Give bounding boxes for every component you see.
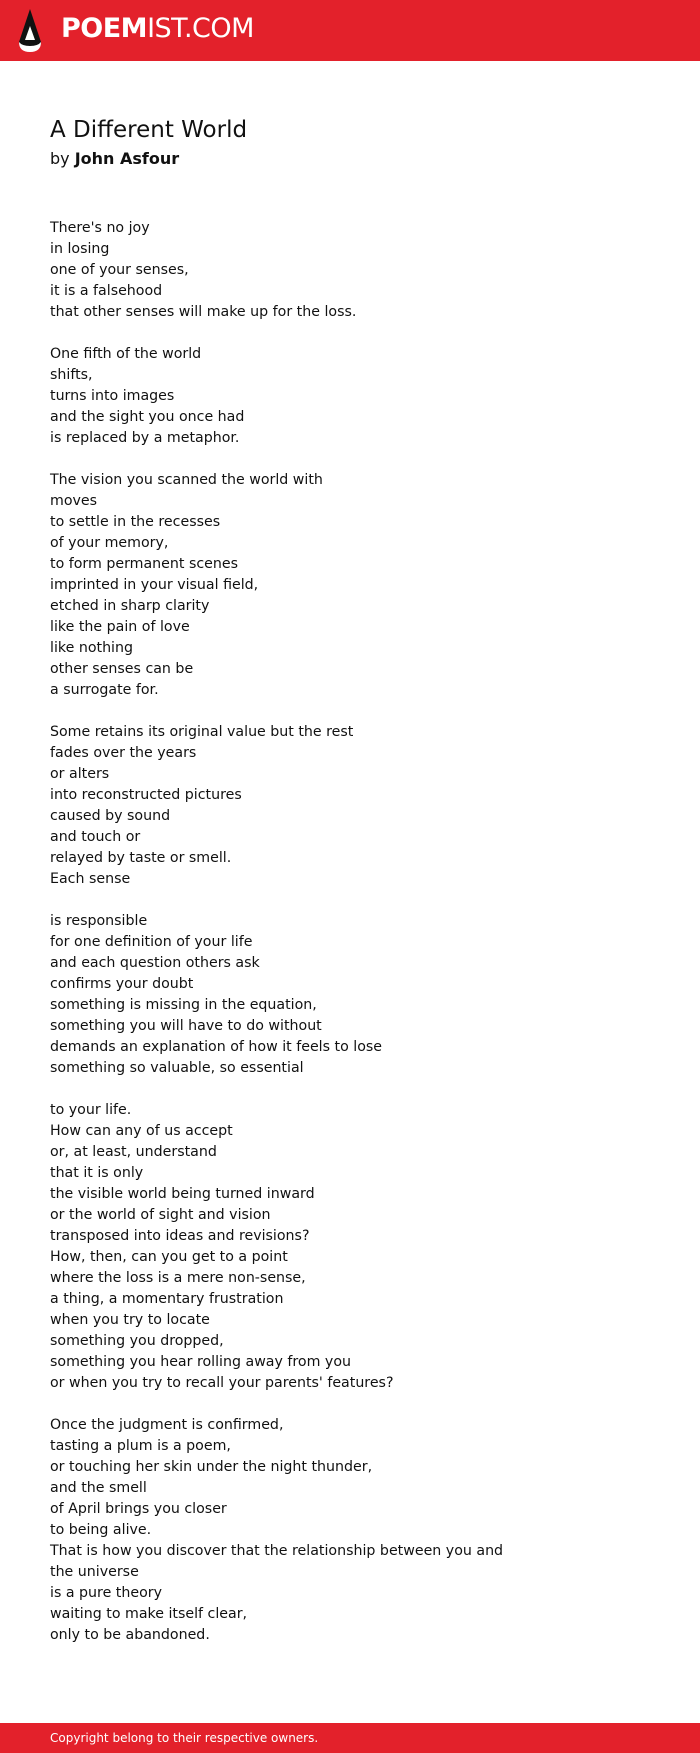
poem-line: and the sight you once had [50, 409, 245, 425]
logo-text-bold: POEM [61, 13, 148, 44]
poem-line: and the smell [50, 1480, 147, 1496]
site-header [0, 0, 700, 61]
poem-line: Each sense [50, 871, 131, 887]
poem-line: it is a falsehood [50, 283, 163, 299]
poem-line: and each question others ask [50, 955, 260, 971]
poem-line: in losing [50, 241, 110, 257]
poem-line: to your life. [50, 1102, 132, 1118]
poem-line: confirms your doubt [50, 976, 194, 992]
poem-line: Once the judgment is confirmed, [50, 1417, 284, 1433]
poem-line: waiting to make itself clear, [50, 1606, 248, 1622]
site-footer [0, 1723, 700, 1753]
poem-line: something is missing in the equation, [50, 997, 317, 1013]
poem-line: where the loss is a mere non-sense, [50, 1270, 306, 1286]
poem-line: the visible world being turned inward [50, 1186, 315, 1202]
stanza [50, 1415, 670, 1646]
stanza [50, 470, 670, 701]
poem-line: is replaced by a metaphor. [50, 430, 240, 446]
poem-line: Some retains its original value but the rest [50, 724, 354, 740]
poem-line: a surrogate for. [50, 682, 159, 698]
poem-line: How, then, can you get to a point [50, 1249, 288, 1265]
poem-line: or touching her skin under the night thunder, [50, 1459, 373, 1475]
poem-line: tasting a plum is a poem, [50, 1438, 231, 1454]
poem-line: and touch or [50, 829, 141, 845]
poem-line: moves [50, 493, 98, 509]
poem-line: demands an explanation of how it feels to lose [50, 1039, 383, 1055]
poem-line: something you will have to do without [50, 1018, 322, 1034]
poem-line: something so valuable, so essential [50, 1060, 304, 1076]
poem-line: for one definition of your life [50, 934, 253, 950]
poem-line: That is how you discover that the relationship between you and [50, 1543, 504, 1559]
poem-line: something you hear rolling away from you [50, 1354, 351, 1370]
poem-body [50, 218, 670, 1667]
poem-line: that it is only [50, 1165, 144, 1181]
poem-line: How can any of us accept [50, 1123, 233, 1139]
poem-line: to form permanent scenes [50, 556, 238, 572]
poem-line: caused by sound [50, 808, 171, 824]
poem-line: is responsible [50, 913, 148, 929]
logo-text-light: IST.COM [147, 13, 254, 44]
stanza [50, 1100, 670, 1394]
poem-line: imprinted in your visual field, [50, 577, 259, 593]
poem-line: transposed into ideas and revisions? [50, 1228, 310, 1244]
poem-line: relayed by taste or smell. [50, 850, 232, 866]
author-name: John Asfour [74, 149, 180, 168]
poem-line: only to be abandoned. [50, 1627, 210, 1643]
poem-line: the universe [50, 1564, 139, 1580]
poem-line: other senses can be [50, 661, 194, 677]
poem-line: One fifth of the world [50, 346, 202, 362]
poem-line: or alters [50, 766, 110, 782]
poem-line: is a pure theory [50, 1585, 162, 1601]
poem-line: or when you try to recall your parents' features? [50, 1375, 394, 1391]
by-label: by [50, 149, 70, 168]
pencil-tip-icon[interactable] [16, 8, 44, 52]
site-logo[interactable] [61, 11, 254, 47]
poem-line: to being alive. [50, 1522, 152, 1538]
poem-line: like the pain of love [50, 619, 190, 635]
stanza [50, 911, 670, 1079]
poem-line: like nothing [50, 640, 133, 656]
poem-line: of your memory, [50, 535, 169, 551]
byline [50, 148, 179, 170]
poem-line: turns into images [50, 388, 175, 404]
poem-line: one of your senses, [50, 262, 189, 278]
poem-line: into reconstructed pictures [50, 787, 242, 803]
poem-line: that other senses will make up for the loss. [50, 304, 357, 320]
stanza [50, 344, 670, 449]
poem-line: a thing, a momentary frustration [50, 1291, 284, 1307]
poem-line: of April brings you closer [50, 1501, 227, 1517]
poem-line: The vision you scanned the world with [50, 472, 323, 488]
copyright-notice: Copyright belong to their respective owners. [50, 1731, 319, 1745]
poem-line: or, at least, understand [50, 1144, 217, 1160]
poem-line: when you try to locate [50, 1312, 210, 1328]
poem-title: A Different World [50, 117, 248, 143]
poem-line: to settle in the recesses [50, 514, 221, 530]
stanza [50, 722, 670, 890]
stanza [50, 218, 670, 323]
poem-line: fades over the years [50, 745, 197, 761]
poem-line: or the world of sight and vision [50, 1207, 271, 1223]
poem-line: etched in sharp clarity [50, 598, 210, 614]
poem-line: something you dropped, [50, 1333, 224, 1349]
poem-line: shifts, [50, 367, 93, 383]
poem-line: There's no joy [50, 220, 150, 236]
